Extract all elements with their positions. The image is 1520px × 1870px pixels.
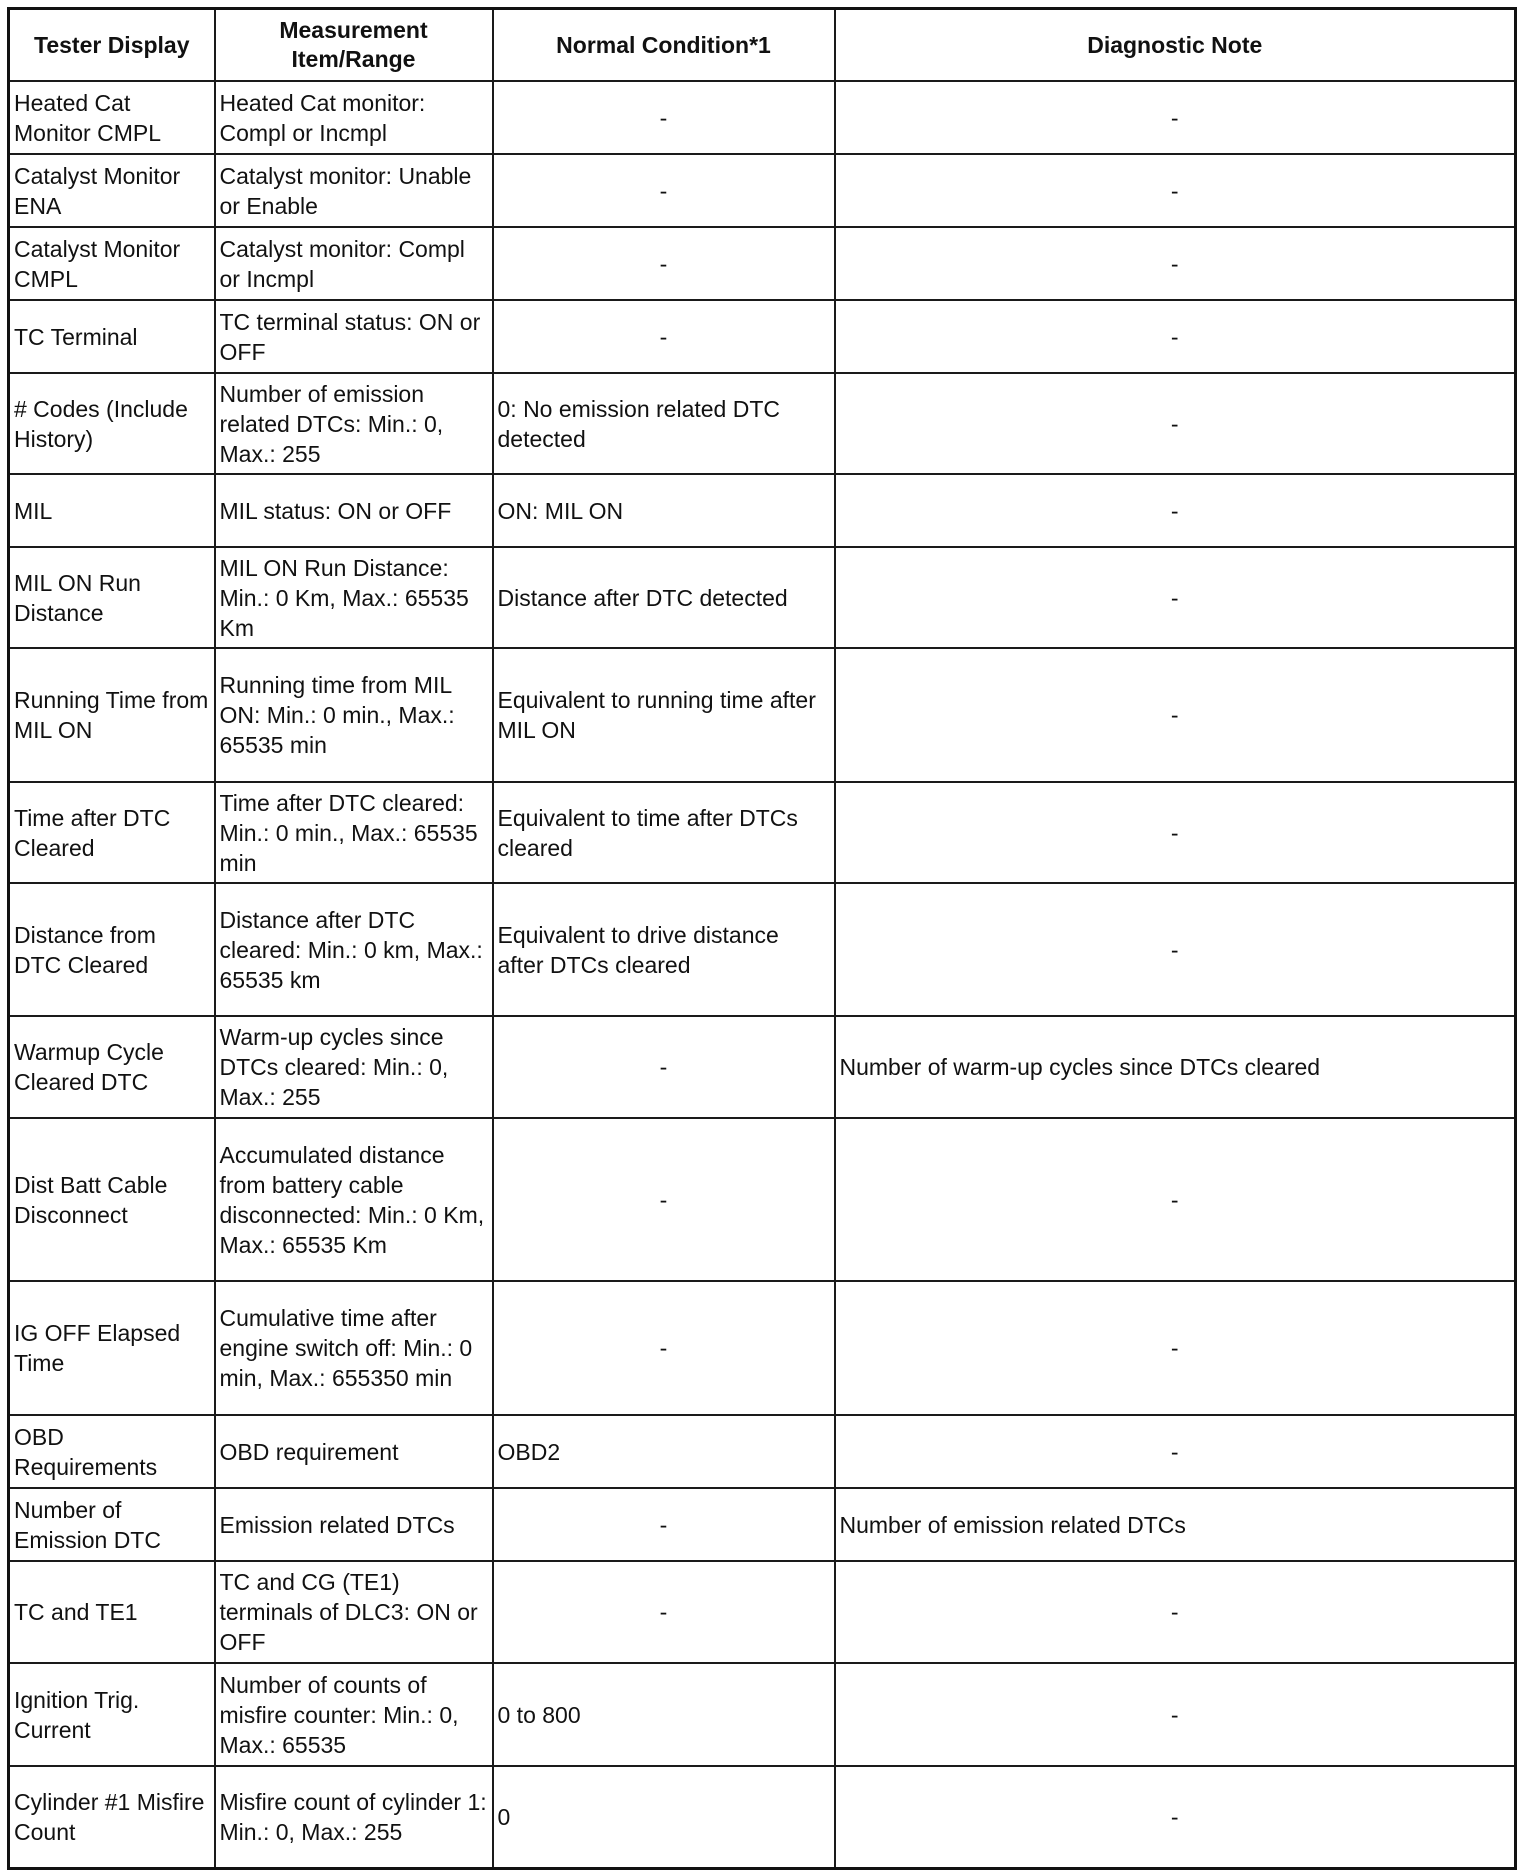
cell-tester-display: MIL ON Run Distance: [9, 547, 215, 648]
table-row: [9, 547, 1516, 648]
header-diagnostic-note: Diagnostic Note: [835, 9, 1516, 82]
cell-diagnostic-note: -: [835, 648, 1516, 782]
cell-measurement-range: Time after DTC cleared: Min.: 0 min., Max.: 65535 min: [215, 782, 493, 883]
cell-measurement-range: Misfire count of cylinder 1: Min.: 0, Max.: 255: [215, 1766, 493, 1868]
cell-diagnostic-note: Number of warm-up cycles since DTCs cleared: [835, 1016, 1516, 1118]
cell-normal-condition: 0: [493, 1766, 835, 1868]
cell-tester-display: Cylinder #1 Misfire Count: [9, 1766, 215, 1868]
cell-diagnostic-note: -: [835, 1415, 1516, 1488]
cell-tester-display: # Codes (Include History): [9, 373, 215, 474]
cell-diagnostic-note: -: [835, 1663, 1516, 1766]
cell-tester-display: TC Terminal: [9, 300, 215, 373]
header-tester-display: Tester Display: [9, 9, 215, 82]
cell-normal-condition: Equivalent to time after DTCs cleared: [493, 782, 835, 883]
table-row: [9, 648, 1516, 782]
cell-tester-display: MIL: [9, 474, 215, 547]
table-row: [9, 227, 1516, 300]
cell-normal-condition: 0 to 800: [493, 1663, 835, 1766]
table-row: [9, 1766, 1516, 1868]
cell-diagnostic-note: -: [835, 81, 1516, 154]
header-measurement-item-range: Measurement Item/Range: [215, 9, 493, 82]
cell-normal-condition: -: [493, 227, 835, 300]
cell-measurement-range: Number of emission related DTCs: Min.: 0, Max.: 255: [215, 373, 493, 474]
cell-diagnostic-note: -: [835, 1766, 1516, 1868]
table-row: [9, 1663, 1516, 1766]
cell-tester-display: TC and TE1: [9, 1561, 215, 1663]
cell-measurement-range: MIL status: ON or OFF: [215, 474, 493, 547]
cell-tester-display: Heated Cat Monitor CMPL: [9, 81, 215, 154]
data-list-table: [7, 7, 1517, 1870]
header-row: [9, 9, 1516, 82]
cell-diagnostic-note: -: [835, 1281, 1516, 1415]
cell-tester-display: Catalyst Monitor CMPL: [9, 227, 215, 300]
cell-diagnostic-note: -: [835, 547, 1516, 648]
table-row: [9, 1561, 1516, 1663]
cell-measurement-range: Warm-up cycles since DTCs cleared: Min.: 0, Max.: 255: [215, 1016, 493, 1118]
cell-normal-condition: Equivalent to running time after MIL ON: [493, 648, 835, 782]
table-row: [9, 1016, 1516, 1118]
cell-normal-condition: -: [493, 81, 835, 154]
cell-diagnostic-note: -: [835, 373, 1516, 474]
cell-diagnostic-note: -: [835, 782, 1516, 883]
cell-measurement-range: TC terminal status: ON or OFF: [215, 300, 493, 373]
cell-measurement-range: Distance after DTC cleared: Min.: 0 km, Max.: 65535 km: [215, 883, 493, 1016]
cell-normal-condition: 0: No emission related DTC detected: [493, 373, 835, 474]
table-row: [9, 154, 1516, 227]
cell-diagnostic-note: -: [835, 227, 1516, 300]
cell-normal-condition: ON: MIL ON: [493, 474, 835, 547]
table-row: [9, 1281, 1516, 1415]
cell-tester-display: Warmup Cycle Cleared DTC: [9, 1016, 215, 1118]
cell-normal-condition: OBD2: [493, 1415, 835, 1488]
cell-normal-condition: -: [493, 1118, 835, 1281]
header-normal-condition: Normal Condition*1: [493, 9, 835, 82]
cell-normal-condition: -: [493, 1488, 835, 1561]
table-row: [9, 81, 1516, 154]
cell-tester-display: Ignition Trig. Current: [9, 1663, 215, 1766]
cell-tester-display: IG OFF Elapsed Time: [9, 1281, 215, 1415]
cell-normal-condition: -: [493, 154, 835, 227]
cell-measurement-range: Heated Cat monitor: Compl or Incmpl: [215, 81, 493, 154]
cell-measurement-range: TC and CG (TE1) terminals of DLC3: ON or OFF: [215, 1561, 493, 1663]
cell-measurement-range: Catalyst monitor: Compl or Incmpl: [215, 227, 493, 300]
cell-measurement-range: OBD requirement: [215, 1415, 493, 1488]
cell-measurement-range: Accumulated distance from battery cable disconnected: Min.: 0 Km, Max.: 65535 Km: [215, 1118, 493, 1281]
cell-measurement-range: Emission related DTCs: [215, 1488, 493, 1561]
table-row: [9, 883, 1516, 1016]
cell-diagnostic-note: -: [835, 300, 1516, 373]
cell-measurement-range: MIL ON Run Distance: Min.: 0 Km, Max.: 65535 Km: [215, 547, 493, 648]
cell-normal-condition: -: [493, 1281, 835, 1415]
table-row: [9, 373, 1516, 474]
cell-normal-condition: -: [493, 300, 835, 373]
cell-diagnostic-note: Number of emission related DTCs: [835, 1488, 1516, 1561]
cell-measurement-range: Cumulative time after engine switch off: Min.: 0 min, Max.: 655350 min: [215, 1281, 493, 1415]
cell-measurement-range: Number of counts of misfire counter: Min.: 0, Max.: 65535: [215, 1663, 493, 1766]
table-row: [9, 1118, 1516, 1281]
cell-measurement-range: Running time from MIL ON: Min.: 0 min., Max.: 65535 min: [215, 648, 493, 782]
cell-tester-display: Number of Emission DTC: [9, 1488, 215, 1561]
table-row: [9, 1488, 1516, 1561]
cell-diagnostic-note: -: [835, 154, 1516, 227]
cell-tester-display: Time after DTC Cleared: [9, 782, 215, 883]
cell-normal-condition: Equivalent to drive distance after DTCs cleared: [493, 883, 835, 1016]
cell-normal-condition: -: [493, 1016, 835, 1118]
cell-diagnostic-note: -: [835, 474, 1516, 547]
cell-tester-display: Catalyst Monitor ENA: [9, 154, 215, 227]
cell-tester-display: Dist Batt Cable Disconnect: [9, 1118, 215, 1281]
table-row: [9, 474, 1516, 547]
table-row: [9, 1415, 1516, 1488]
cell-normal-condition: -: [493, 1561, 835, 1663]
table-row: [9, 300, 1516, 373]
cell-diagnostic-note: -: [835, 1118, 1516, 1281]
cell-tester-display: OBD Requirements: [9, 1415, 215, 1488]
cell-tester-display: Running Time from MIL ON: [9, 648, 215, 782]
cell-diagnostic-note: -: [835, 883, 1516, 1016]
cell-diagnostic-note: -: [835, 1561, 1516, 1663]
cell-tester-display: Distance from DTC Cleared: [9, 883, 215, 1016]
cell-normal-condition: Distance after DTC detected: [493, 547, 835, 648]
table-row: [9, 782, 1516, 883]
cell-measurement-range: Catalyst monitor: Unable or Enable: [215, 154, 493, 227]
